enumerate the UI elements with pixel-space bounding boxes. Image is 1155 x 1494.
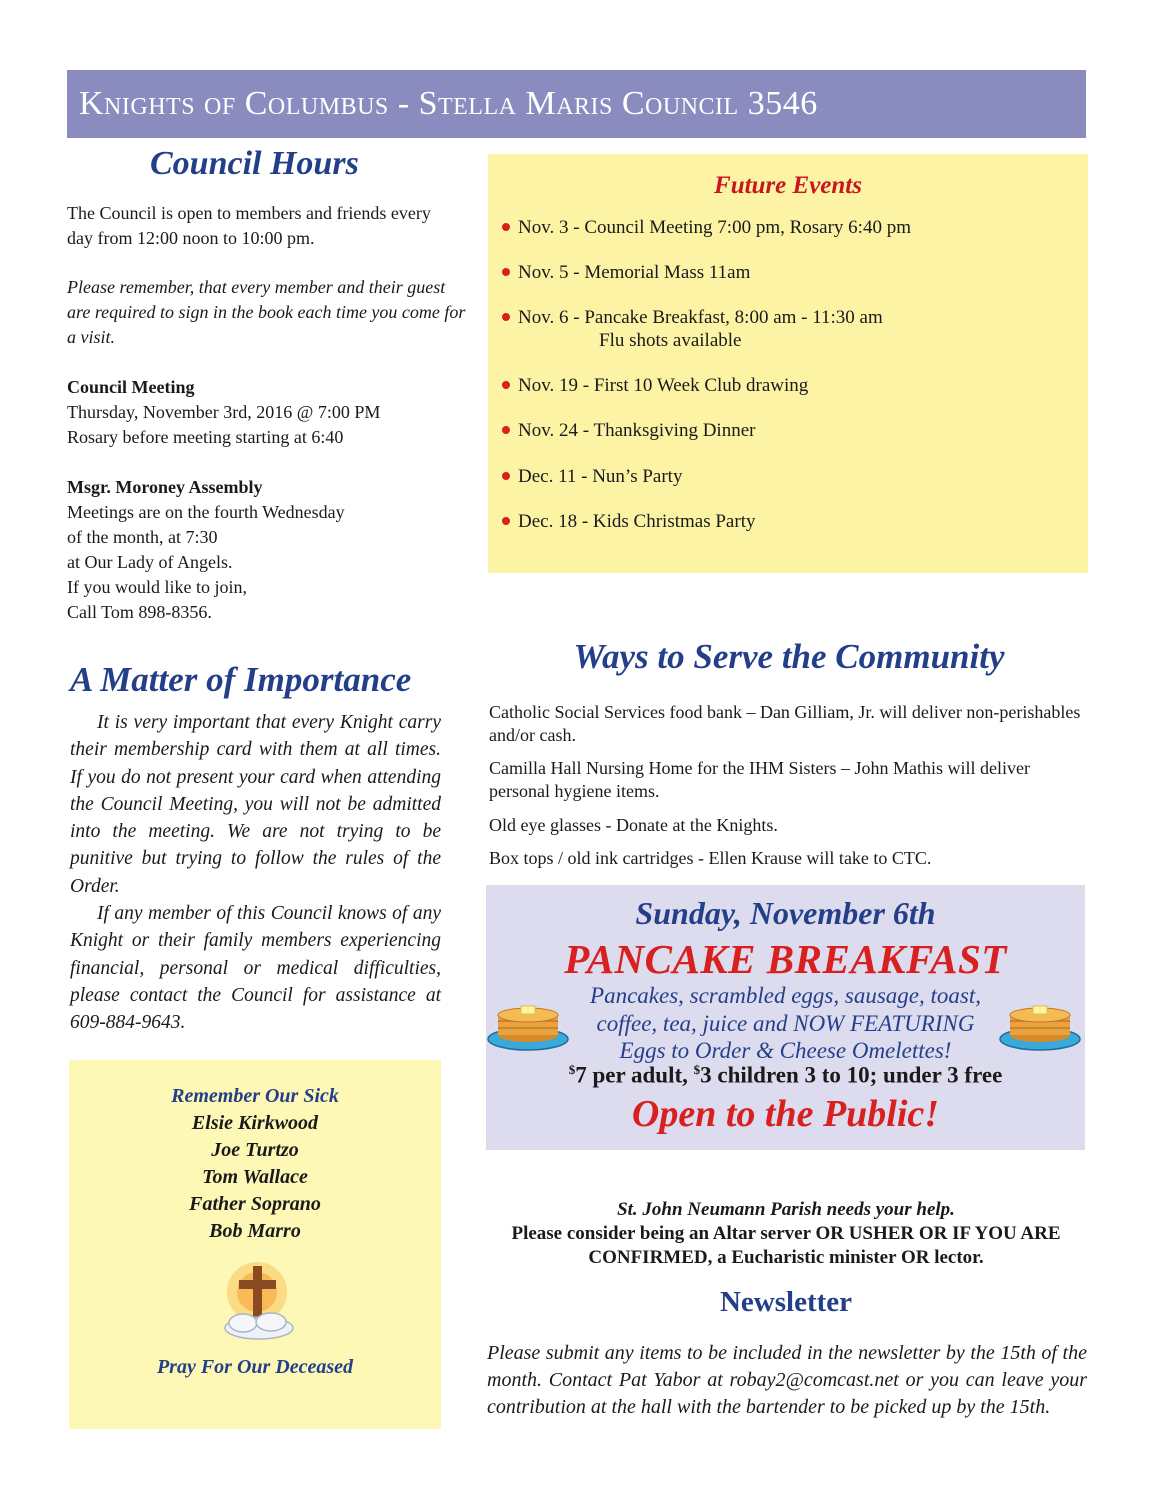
assembly-heading: Msgr. Moroney Assembly [67,477,263,497]
council-meeting-date: Thursday, November 3rd, 2016 @ 7:00 PM [67,402,381,422]
parish-help-line: St. John Neumann Parish needs your help. [617,1199,955,1220]
assembly-line: Meetings are on the fourth Wednesday [67,502,345,522]
importance-heading: A Matter of Importance [70,660,412,699]
pancake-menu [486,982,1085,1065]
pancake-price: $7 per adult, $3 children 3 to 10; under 3 free [568,1062,1003,1088]
council-hours-text: The Council is open to members and friends every day from 12:00 noon to 10:00 pm. [67,203,431,248]
sick-name: Father Soprano [189,1193,321,1215]
assembly-block [67,475,467,625]
sick-name: Joe Turtzo [211,1139,299,1161]
newsletter-heading: Newsletter [719,1286,853,1318]
event-item: Dec. 18 - Kids Christmas Party [502,510,755,533]
assembly-line: of the month, at 7:30 [67,527,218,547]
council-hours-heading: Council Hours [150,145,359,182]
deceased-heading: Pray For Our Deceased [156,1356,354,1378]
sign-in-reminder: Please remember, that every member and their guest are required to sign in the book each time you come for a visit. [67,277,466,347]
pancake-icon [998,989,1082,1053]
sick-heading: Remember Our Sick [171,1085,339,1107]
pancake-icon [486,989,570,1053]
event-item: Nov. 24 - Thanksgiving Dinner [502,419,755,442]
event-subline: Flu shots available [599,330,742,351]
assembly-line: If you would like to join, [67,577,247,597]
header-banner [67,70,1086,138]
event-item: Nov. 3 - Council Meeting 7:00 pm, Rosary 6:40 pm [502,216,911,239]
council-meeting-rosary: Rosary before meeting starting at 6:40 [67,427,344,447]
bullet-icon [502,472,510,480]
menu-line: coffee, tea, juice and NOW FEATURING [596,1010,975,1036]
pancake-date: Sunday, November 6th [635,895,936,931]
menu-line: Pancakes, scrambled eggs, sausage, toast, [590,983,981,1008]
newsletter-title-banner: Knights of Columbus - Stella Maris Council 3546 [79,85,818,122]
bullet-icon [502,426,510,434]
bullet-icon [502,223,510,231]
sick-name: Elsie Kirkwood [191,1112,319,1134]
event-item: Nov. 19 - First 10 Week Club drawing [502,374,808,397]
ways-item: Camilla Hall Nursing Home for the IHM Sisters – John Mathis will deliver personal hygiene items. [489,758,1030,801]
bullet-icon [502,313,510,321]
importance-article [70,709,441,1037]
bullet-icon [502,268,510,276]
importance-paragraph: It is very important that every Knight carry their membership card with them at all times. If you do not present your card when attending the Council Meeting, you will not be admitted into the meeting. We are not trying to be punitive but trying to follow the rules of the Order. [70,712,441,897]
pancake-breakfast-box [486,885,1085,1150]
council-meeting-block [67,375,467,450]
open-to-public: Open to the Public! [631,1093,940,1135]
cross-icon [219,1260,299,1346]
ways-item: Old eye glasses - Donate at the Knights. [489,815,778,835]
pancake-title: PANCAKE BREAKFAST [564,936,1007,982]
event-item: Dec. 11 - Nun’s Party [502,465,682,488]
future-events-heading: Future Events [714,172,862,199]
ways-item: Box tops / old ink cartridges - Ellen Krause will take to CTC. [489,848,932,868]
bullet-icon [502,381,510,389]
parish-help-notice [486,1198,1086,1270]
importance-paragraph: If any member of this Council knows of any Knight or their family members experiencing financial, personal or medical difficulties, please contact the Council for assistance at 609-884-9643. [70,903,441,1034]
ways-item: Catholic Social Services food bank – Dan Gilliam, Jr. will deliver non-perishables and/or cash. [489,702,1081,745]
future-events-box [488,154,1088,573]
sick-name: Bob Marro [209,1220,301,1242]
remember-sick-box [69,1060,441,1429]
parish-help-line: Please consider being an Altar server OR USHER OR IF YOU ARE CONFIRMED, a Eucharistic minister OR lector. [511,1223,1061,1268]
sick-name: Tom Wallace [202,1166,308,1188]
bullet-icon [502,517,510,525]
council-meeting-heading: Council Meeting [67,377,195,397]
newsletter-text: Please submit any items to be included in the newsletter by the 15th of the month. Contact Pat Yabor at robay2@comcast.net or you can leave your contribution at the hall with the bartender to be picked up by the 15th. [487,1342,1087,1418]
assembly-line: Call Tom 898-8356. [67,602,212,622]
menu-line: Eggs to Order & Cheese Omelettes! [619,1038,952,1063]
event-item: Nov. 6 - Pancake Breakfast, 8:00 am - 11:30 am Flu shots available [502,306,883,352]
assembly-line: at Our Lady of Angels. [67,552,233,572]
ways-to-serve-heading: Ways to Serve the Community [573,637,1005,676]
event-item: Nov. 5 - Memorial Mass 11am [502,261,750,284]
